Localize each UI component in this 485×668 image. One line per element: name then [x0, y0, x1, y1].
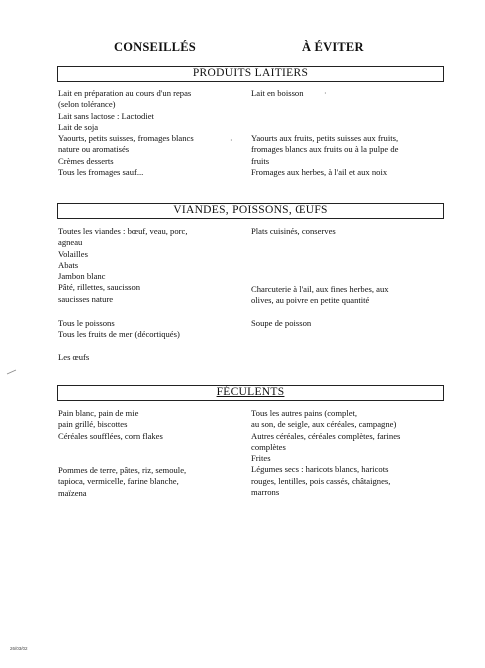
section-banner-meat-fish-eggs: [57, 203, 444, 219]
list-item: fruits: [251, 155, 270, 166]
list-item: Abats: [58, 259, 79, 270]
meat-avoid-list-c: [251, 318, 311, 329]
list-item: nature ou aromatisés: [58, 144, 130, 155]
list-item: maïzena: [58, 487, 87, 498]
column-header-avoid: À ÉVITER: [302, 40, 364, 54]
list-item: marrons: [251, 487, 280, 498]
list-item: (selon tolérance): [58, 99, 116, 110]
scan-mark: [6, 368, 18, 376]
list-item: au son, de seigle, aux céréales, campagne): [251, 419, 397, 430]
dairy-avoid-list-bottom: [251, 133, 398, 178]
list-item: rouges, lentilles, pois cassés, châtaignes,: [251, 475, 391, 486]
list-item: Plats cuisinés, conserves: [251, 226, 336, 236]
list-item: Crèmes desserts: [58, 155, 114, 166]
list-item: tapioca, vermicelle, farine blanche,: [58, 476, 179, 487]
starches-recommended-list-b: [58, 465, 186, 499]
list-item: Charcuterie à l'ail, aux fines herbes, aux: [251, 284, 389, 294]
list-item: Soupe de poisson: [251, 318, 312, 328]
dairy-avoid-list-top: [251, 88, 304, 99]
list-item: pain grillé, biscottes: [58, 419, 128, 430]
list-item: Les œufs: [58, 352, 90, 362]
list-item: Pommes de terre, pâtes, riz, semoule,: [58, 465, 187, 475]
scan-speck: ·: [324, 89, 327, 98]
meat-avoid-list-a: [251, 226, 336, 237]
list-item: Volailles: [58, 248, 88, 259]
list-item: Céréales soufflées, corn flakes: [58, 430, 163, 441]
list-item: Pain blanc, pain de mie: [58, 408, 139, 418]
list-item: Tous les autres pains (complet,: [251, 408, 358, 418]
starches-avoid-list: [251, 408, 400, 498]
column-header-recommended: CONSEILLÉS: [114, 40, 196, 54]
list-item: Lait sans lactose : Lactodiet: [58, 110, 154, 121]
dairy-recommended-list: [58, 88, 194, 178]
list-item: fromages blancs aux fruits ou à la pulpe de: [251, 144, 399, 155]
list-item: Légumes secs : haricots blancs, haricots: [251, 464, 389, 475]
list-item: Toutes les viandes : bœuf, veau, porc,: [58, 226, 188, 236]
list-item: Frites: [251, 453, 271, 464]
meat-recommended-list-c: [58, 352, 89, 363]
list-item: Yaourts, petits suisses, fromages blancs: [58, 133, 194, 144]
list-item: complètes: [251, 441, 286, 452]
list-item: Tous le poissons: [58, 318, 115, 328]
list-item: Jambon blanc: [58, 271, 106, 282]
list-item: Tous les fruits de mer (décortiqués): [58, 329, 180, 340]
list-item: saucisses nature: [58, 293, 114, 304]
section-title-starches: FÉCULENTS: [216, 386, 285, 398]
list-item: Autres céréales, céréales complètes, farines: [251, 430, 401, 441]
list-item: Pâté, rillettes, saucisson: [58, 282, 141, 293]
list-item: agneau: [58, 237, 83, 248]
meat-avoid-list-b: [251, 284, 389, 307]
section-title-meat-fish-eggs: VIANDES, POISSONS, ŒUFS: [173, 204, 328, 216]
list-item: olives, au poivre en petite quantité: [251, 295, 370, 306]
list-item: Lait en préparation au cours d'un repas: [58, 88, 192, 98]
section-banner-dairy: [57, 66, 444, 82]
list-item: Lait en boisson: [251, 88, 304, 98]
meat-recommended-list-b: [58, 318, 180, 341]
section-banner-starches: [57, 385, 444, 401]
list-item: Yaourts aux fruits, petits suisses aux fruits,: [251, 133, 399, 143]
meat-recommended-list-a: [58, 226, 187, 305]
list-item: Fromages aux herbes, à l'ail et aux noix: [251, 166, 388, 177]
scan-speck: ·: [230, 136, 233, 145]
footer-date-code: 26/03/02: [10, 646, 28, 651]
section-title-dairy: PRODUITS LAITIERS: [192, 67, 309, 79]
list-item: Tous les fromages sauf...: [58, 167, 144, 178]
list-item: Lait de soja: [58, 121, 99, 132]
starches-recommended-list-a: [58, 408, 163, 442]
